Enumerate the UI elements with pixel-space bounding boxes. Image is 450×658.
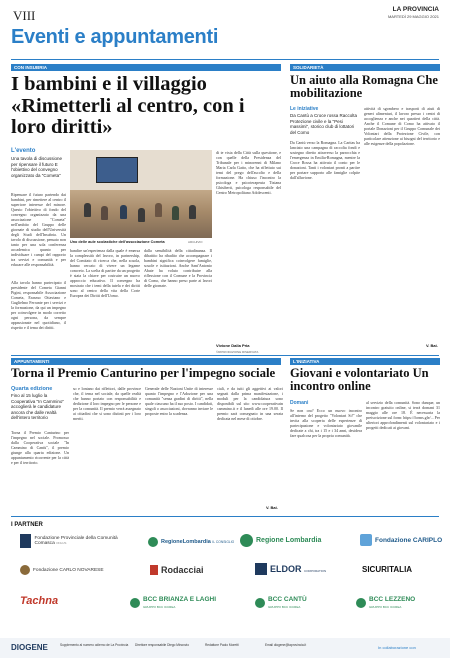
story3-lead: Fino al 15 luglio la Cooperativa "In Cammino" accoglierà le candidature ancora che dalle realtà dell'intero territorio [11, 393, 64, 421]
divider [11, 355, 439, 356]
footer-meta-email: Email diogene@laprovincia.it [265, 643, 307, 647]
story3-body-col3: Generale delle Nazioni Unite di interesse quanto l'impegno e l'Adozione per una comunità "senza gradini di diritti", nella quale ciascuno ha il suo posto. I candidati, singoli o associazioni, dovranno inviare le proposte entro la scadenza. [145, 386, 213, 416]
story3-body-col1: Torna il Premio Canturino per l'impegno nel sociale. Promosso dalla Cooperativa sociale "In Cammino di Cantù", il premio giunge alla quarta edizione. Un appuntamento ricorrente per la città e per il territorio. [11, 430, 69, 465]
footer-collab: In collaborazione con [378, 645, 416, 650]
partner-regione-lombardia: Regione Lombardia [240, 534, 321, 547]
paper-name: LA PROVINCIA [392, 6, 439, 13]
classroom-photo [70, 150, 212, 238]
story2-kicker: Le iniziative [290, 106, 319, 112]
story4-body-col1: Se non ora? Ecco un nuovo incontro all'interno del progetto "Volontari Si!" che invita alla scoperta delle esperienze di partecipazione e volontariato giovanile dedicate a chi, tra i 15 e i 34 anni, desidera fare qualcosa per la propria comunità. [290, 408, 362, 438]
story2-tag: SOLIDARIETÀ [290, 64, 440, 71]
bcc-logo-icon [130, 598, 140, 608]
partner-novarese: Fondazione CARLO NOVARESE [20, 565, 130, 575]
story3-body-col2: so e lontano dai riflettori, dalle province che, il tema nel sociale, da quelle realtà che hanno portato con responsabilità e dedizione il loro impegno per le persone e per la comunità. Il premio verrà assegnato ai cittadini che si sono distinti per i loro meriti. [73, 386, 141, 421]
story1-body-col2: bandire un'esperienza dalla quale è emersa la complessità del lavoro, in partnership, del Comitato di ricerca che, nella scuola, hanno cercato di vivere un legame concreto. La scelta di partire da un progetto è stata la chiave per costruire un nuovo approccio educativo. Il convegno ha mostrato che i temi della tutela e dei diritti sono al centro della vita della Corte Europea dei Diritti dell'Uomo. [70, 248, 140, 298]
story2-body-col1: Da Cantù verso la Romagna. La Caritas ha lanciato una campagna di raccolta fondi e sostegno diretto attraverso la parrocchia e l'emergenza in Emilia-Romagna, mentre la Croce Rossa ha attivato il conto per le donazioni. Tanti i volontari pronti a partire per portare supporto alle famiglie colpite dall'alluvione. [290, 140, 360, 180]
eldor-logo-icon [255, 563, 267, 575]
section-title: Eventi e appuntamenti [11, 26, 219, 48]
paper-date: MARTEDÌ 29 MAGGIO 2021 [387, 14, 439, 19]
footer [0, 638, 450, 658]
story1-signature: Vivione Dalla Pria [216, 343, 250, 348]
story3-signature: V. Bai. [266, 505, 278, 510]
bcc-logo-icon [356, 598, 366, 608]
partner-cariplo: Fondazione CARIPLO [360, 534, 442, 546]
story2-lead: Da Cantù a Croce rossa Raccolta Protezione civile e la "Pesi massimi", storico club di lottatori del Como [290, 113, 358, 135]
divider [11, 516, 439, 517]
photo-credit: ARCHIVIO [188, 240, 203, 244]
story2-body-col2: attività di sgombero e trasporti di aiuti di generi alimentari, il lavoro presso i centri di accoglienza e anche nei quartieri della città. Anche il Comune di Como ha attivato il portale Donazioni per il Gruppo Comunale dei Volontari della Protezione Civile, con particolare attenzione ai bisogni del territorio e alle esigenze della popolazione. [364, 106, 440, 146]
fondazione-logo-icon [20, 534, 31, 548]
projector-screen [96, 157, 139, 183]
partner-bcc-lezzeno: BCC LEZZENO GRUPPO BCC ICCREA [356, 596, 415, 610]
bcc-logo-icon [255, 598, 265, 608]
story4-body-col2: al servizio della comunità. Sono dunque, un incontro gratuito online, si terrà domani 31 maggio alle ore 18. È necessaria la preiscrizione sul form: https://forms.gle/... Per ulteriori approfondimenti sul volontariato e i progetti dedicati ai giovani. [366, 400, 440, 430]
story3-kicker: Quarta edizione [11, 386, 53, 392]
partner-tachna: Tachna [20, 595, 59, 607]
regione-rose-icon [148, 537, 158, 547]
partner-sicuritalia: SICURITALIA [362, 565, 413, 574]
footer-meta-director: Direttore responsabile Diego Minonzio [135, 643, 190, 647]
novarese-logo-icon [20, 565, 30, 575]
partner-regione-consiglio: RegioneLombardia IL CONSIGLIO [148, 537, 234, 547]
story2-headline: Un aiuto alla Romagna Che mobilitazione [290, 73, 438, 101]
cariplo-logo-icon [360, 534, 372, 546]
divider [11, 59, 439, 60]
story1-body-col3: dalla sensibilità della cittadinanza. Il dibattito ha ribadito che accompagnare i bambini significa coinvolgere famiglie, scuole e istituzioni. Anche Sant'Antonio Abate ha voluto contribuire alla riflessione con il Comune e la Provincia di Como, che hanno preso parte ai lavori delle giornate. [144, 248, 212, 288]
story1-headline: I bambini e il villaggio «Rimetterli al centro, con i loro diritti» [11, 73, 245, 139]
story2-signature: V. Bai. [426, 343, 438, 348]
story1-body-col1b: Alla tavola hanno partecipato il presidente del Cometa Gianni Pigini, responsabile Associazione Cometa, Erasmo Ottaviano e Guglielmo Ferrante per i servizi e la formazione, da qui un impegno per coinvolgere in modo corretto ogni persona, da sempre appassionate nel quotidiano, il rispetto e il tema dei diritti. [11, 280, 66, 330]
footer-brand: DIOGENE [11, 643, 48, 652]
footer-meta-editor: Redattore Paolo Moretti [205, 643, 239, 647]
page-number: VIII [13, 8, 36, 23]
footer-meta-supplement: Supplemento al numero odierno de La Provincia [60, 643, 129, 647]
masthead [11, 6, 441, 24]
photo-caption: Uno delle aule scolastiche dell'associazione Cometa [70, 240, 165, 244]
story1-body-col4: di te vista della Città sulla questione, e con quelle della Presidenza del Tribunale per i minorenni di Milano Maria Carla Gatto, che ha riflettuto sui temi del prego dell'ascolto e della formazione. Ha chiuso l'incontro la psicologa e psicoterapeuta Tiziana Ghisiberti, psicologa responsabile del Centro Metropolitano Adolescenti. [216, 150, 281, 195]
story1-kicker: L'evento [11, 148, 36, 154]
story1-tag: CON INSUBRIA [11, 64, 281, 71]
partner-rodacciai: Rodacciai [150, 565, 204, 575]
story3-body-col4: ciali, e da tutti gli aggettivi ai valori segnati dalla prima manifestazione, i moduli per la candidatura sono disponibili sul sito www.cooperativain cammino.it e il lunedì alle ore 19.00. Il premio sarà consegnato in una serata dedicata nel mese di ottobre. [217, 386, 283, 421]
partner-eldor: ELDOR CORPORATION [255, 563, 326, 575]
rodacciai-logo-icon [150, 565, 158, 575]
partner-fondazione-comasca: Fondazione Provinciale della Comunità Comasca ONLUS [20, 534, 130, 548]
story3-tag: APPUNTAMENTI [11, 358, 281, 365]
story4-headline: Giovani e volontariato Un incontro online [290, 366, 429, 394]
regione-rose-icon [240, 534, 253, 547]
story3-headline: Torna il Premio Canturino per l'impegno sociale [11, 366, 276, 380]
partner-bcc-brianza: BCC BRIANZA E LAGHI GRUPPO BCC ICCREA [130, 596, 216, 610]
story4-tag: L'INIZIATIVA [290, 358, 440, 365]
story1-lead: Una tavola di discussione per ripensare il futuro E l'obiettivo del convegno organizzato da "Cometa" [11, 156, 63, 178]
story4-kicker: Domani [290, 400, 309, 406]
story1-body-col1: Ripensare il futuro partendo dai bambini, per rimettere al centro il superiore interesse del minore. Questo l'obiettivo di fondo del convegno organizzato da una associazione "Cometa" nell'ambito del Gruppo delle giornate di studio dell'Università degli Studi dell'Insubria. Un tavolo di discussione, pensato non tanto per una sola conferenza accademica quanto per individuare i campi del rapporto tra servizi e comunità e per educare alle responsabilità. [11, 192, 66, 267]
partners-title: I PARTNER [11, 522, 43, 528]
partner-bcc-cantu: BCC CANTÙ GRUPPO BCC ICCREA [255, 596, 307, 610]
section-header [0, 25, 450, 60]
story1-copyright: ©RIPRODUZIONE RISERVATA [216, 350, 259, 354]
